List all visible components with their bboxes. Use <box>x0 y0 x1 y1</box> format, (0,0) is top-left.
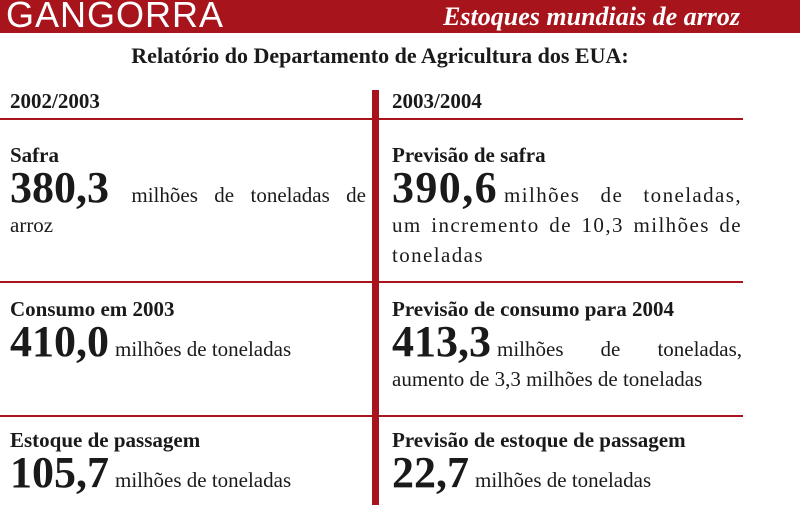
row-text: milhões de toneladas <box>475 468 652 492</box>
row-label: Previsão de consumo para 2004 <box>392 297 674 321</box>
row-value: 22,7 <box>392 448 469 497</box>
row-value: 105,7 <box>10 448 109 497</box>
row-text: milhões de toneladas, um incremento de 10,3 milhões de toneladas <box>392 183 742 267</box>
cell-safra <box>10 142 366 240</box>
row-body <box>10 317 366 366</box>
row-value: 410,0 <box>10 317 109 366</box>
cell-previsao-estoque <box>392 427 742 495</box>
row-label: Estoque de passagem <box>10 428 201 452</box>
row-label: Consumo em 2003 <box>10 297 175 321</box>
divider-top-right <box>379 118 743 120</box>
row-body <box>392 448 742 497</box>
column-year-right: 2003/2004 <box>392 89 482 113</box>
row-value: 413,3 <box>392 317 491 366</box>
row-body <box>10 448 366 497</box>
divider-row2-right <box>379 415 743 417</box>
row-value: 390,6 <box>392 163 498 212</box>
divider-row1-left <box>0 281 372 283</box>
row-text: milhões de toneladas, aumento de 3,3 milhões de toneladas <box>392 337 742 391</box>
row-body <box>10 163 366 240</box>
row-text: milhões de toneladas de arroz <box>10 183 366 237</box>
divider-row2-left <box>0 415 372 417</box>
cell-previsao-consumo <box>392 296 742 394</box>
column-separator <box>372 90 379 505</box>
row-label: Previsão de estoque de passagem <box>392 428 686 452</box>
cell-consumo <box>10 296 366 364</box>
divider-row1-right <box>379 281 743 283</box>
header-bar <box>0 0 800 33</box>
row-text: milhões de toneladas <box>115 468 292 492</box>
cell-previsao-safra <box>392 142 742 270</box>
row-value: 380,3 <box>10 163 109 212</box>
row-label: Previsão de safra <box>392 143 546 167</box>
brand-title: GANGORRA <box>6 0 225 35</box>
header-subtitle: Estoques mundiais de arroz <box>443 2 740 31</box>
row-text: milhões de toneladas <box>115 337 292 361</box>
row-label: Safra <box>10 143 59 167</box>
row-body <box>392 317 742 394</box>
divider-top-left <box>0 118 372 120</box>
cell-estoque <box>10 427 366 495</box>
report-title: Relatório do Departamento de Agricultura dos EUA: <box>131 43 629 68</box>
column-year-left: 2002/2003 <box>10 89 100 113</box>
row-body <box>392 163 742 270</box>
